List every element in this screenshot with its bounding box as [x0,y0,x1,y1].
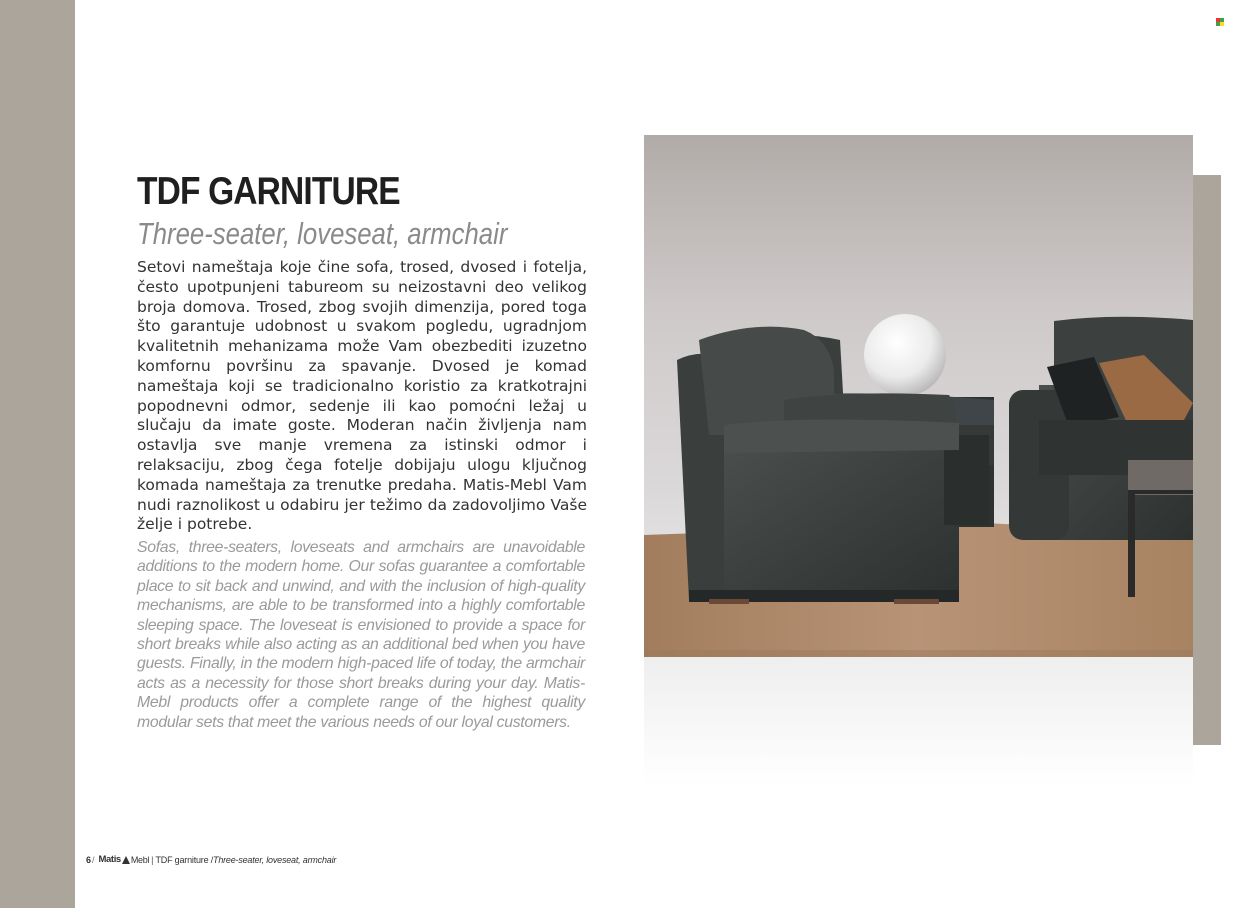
description-serbian: Setovi nameštaja koje čine sofa, trosed, dvosed i fotelja, često upotpunjeni tabureom su neizostavni deo velikog broja domova. Trosed, zbog svojih dimenzija, pored toga što garantuje udobnost u svakom pogledu, ugradnjom kvalitetnih mehanizama može Vam obezbediti izuzetno komfornu površinu za spavanje. Dvosed je komad nameštaja koji se tradicionalno koristio za kratkotrajni popodnevni odmor, sedenje ili kao pomoćni ležaj u slučaju da imate goste. Moderan način življenja nam ostavlja sve manje vremena za istinski odmor i relaksaciju, zbog čega fotelje dobijaju ulogu ključnog komada nameštaja za trenutke predaha. Matis-Mebl Vam nudi raznolikost u odabiru jer težimo da zadovoljimo Vaše želje i potrebe. [137,258,587,534]
page-footer [86,854,336,868]
footer-separator: / [92,854,95,865]
description-english: Sofas, three-seaters, loveseats and armchairs are unavoidable additions to the modern home. Our sofas guarantee a comfortable place to sit back and unwind, and with the inclusion of high-quality mechanisms, are able to be transformed into a highly comfortable sleeping space. The loveseat is envisioned to provide a space for short breaks while also acting as an additional bed when you have guests. Finally, in the modern high-paced life of today, the armchair acts as a necessity for those short breaks during your day. Matis-Mebl products offer a complete range of the highest quality modular sets that meet the various needs of our loyal customers. [137,539,585,731]
product-photo [644,135,1193,785]
lamp [864,314,946,396]
matis-mebl-mark-icon [122,856,130,864]
sofa-set-illustration [644,135,1193,785]
footer-divider: | [151,854,154,865]
left-color-band [0,0,75,908]
brand-logo-text-2: Mebl [130,854,150,865]
photo-backdrop-band [1193,175,1221,745]
footer-caption-italic: Three-seater, loveseat, armchair [213,854,337,865]
page-subtitle: Three-seater, loveseat, armchair [137,216,508,251]
footer-caption: TDF garniture / [155,854,214,865]
corner-logo-icon [1216,18,1225,26]
brand-logo-text: Matis [98,854,121,866]
page-number: 6 [86,854,92,865]
page-title: TDF GARNITURE [137,170,400,213]
